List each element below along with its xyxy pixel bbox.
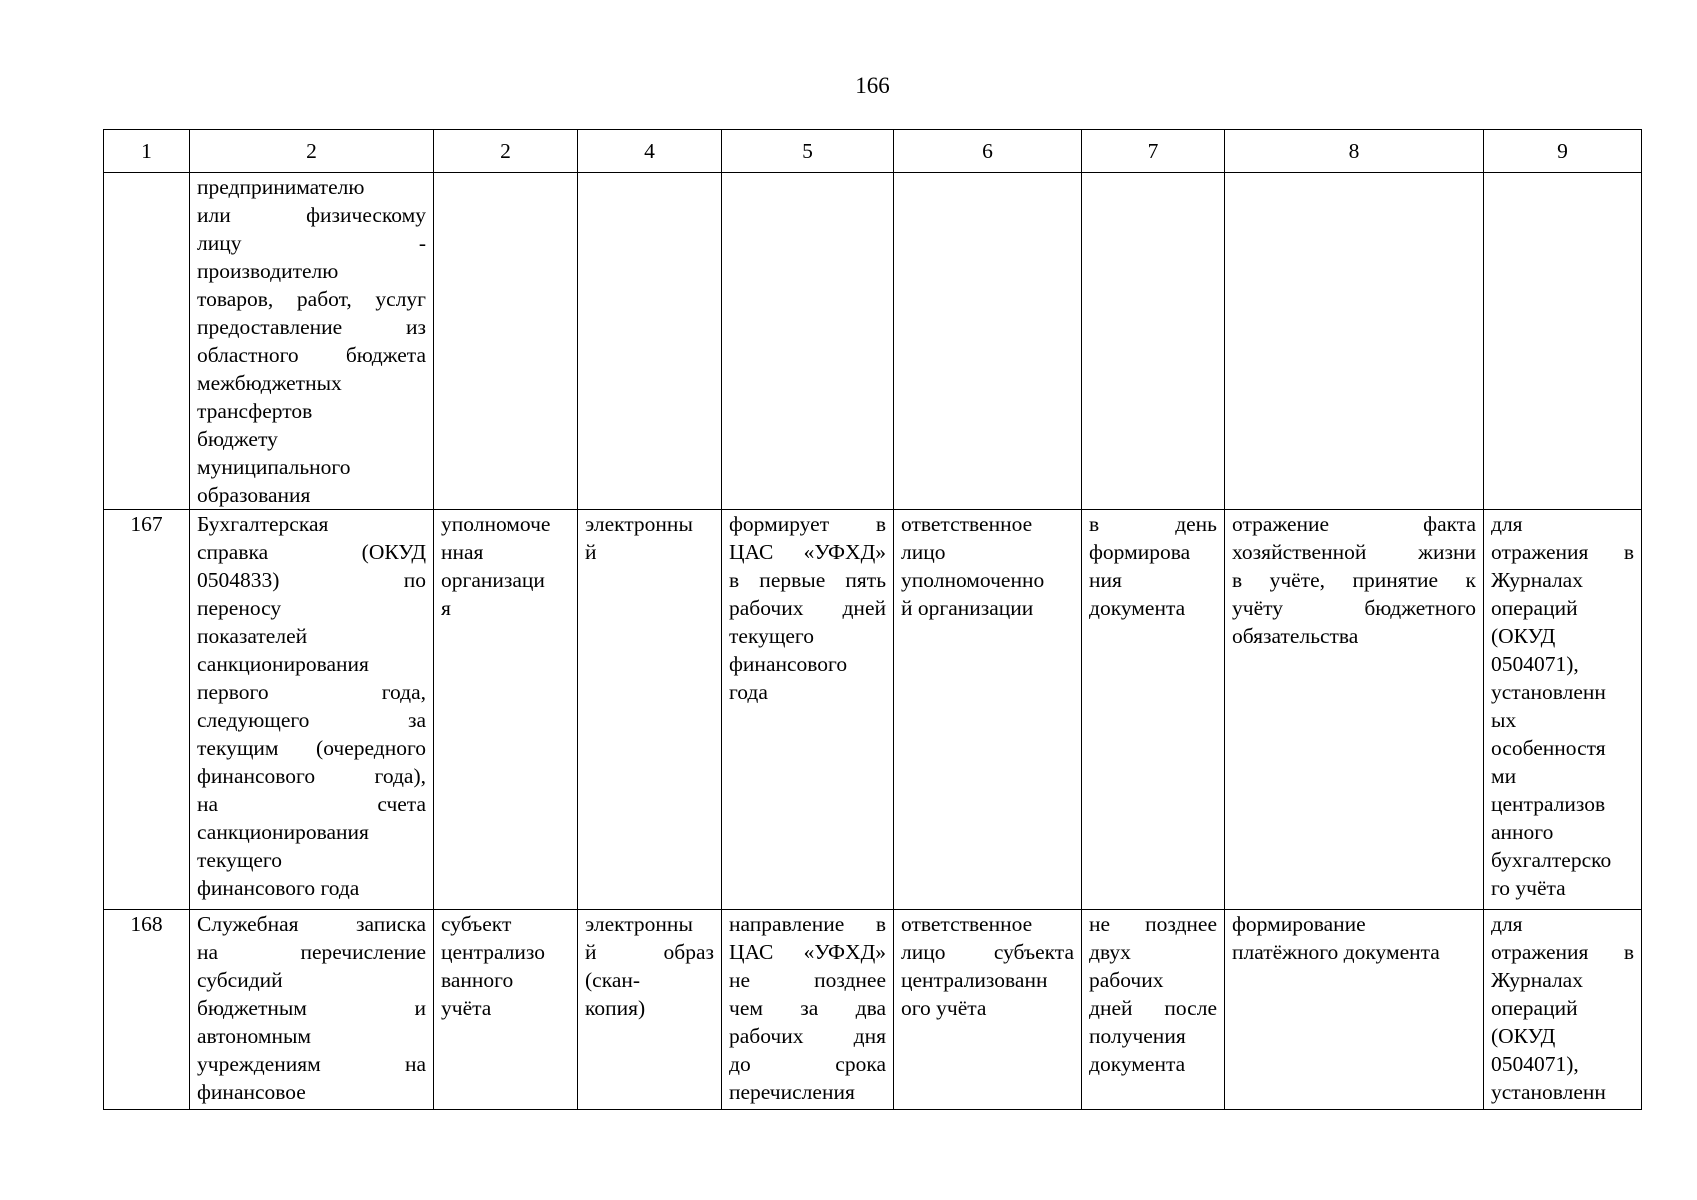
cell-line: отражение факта	[1232, 512, 1476, 536]
cell-line: товаров, работ, услуг	[197, 287, 426, 311]
cell-line: платёжного документа	[1232, 940, 1440, 964]
cell-line: й образ	[585, 940, 714, 964]
row-number-cell: 167	[104, 510, 190, 910]
cell-line: ых	[1491, 708, 1517, 732]
header-row	[104, 130, 1642, 173]
table-cell-col3	[434, 173, 578, 510]
cell-line: трансфертов	[197, 399, 313, 423]
cell-line: установленн	[1491, 680, 1606, 704]
cell-line: формирует в	[729, 512, 886, 536]
cell-line: отражения в	[1491, 940, 1634, 964]
cell-line: (ОКУД	[1491, 1024, 1556, 1048]
table-cell-col6	[894, 173, 1082, 510]
cell-line: субсидий	[197, 968, 283, 992]
cell-line: анного	[1491, 820, 1554, 844]
cell-line: установленн	[1491, 1080, 1606, 1104]
cell-line: лицу -	[197, 231, 426, 255]
cell-line: для	[1491, 512, 1523, 536]
table-cell-col3	[434, 910, 578, 1110]
cell-line: показателей	[197, 624, 308, 648]
cell-line: обязательства	[1232, 624, 1359, 648]
table-cell-col7	[1082, 910, 1225, 1110]
cell-line: копия)	[585, 996, 646, 1020]
table-cell-col8	[1225, 510, 1484, 910]
cell-line: ЦАС «УФХД»	[729, 540, 886, 564]
table-body	[104, 173, 1642, 1110]
cell-line: не позднее	[729, 968, 886, 992]
cell-line: бюджету	[197, 427, 278, 451]
header-cell: 2	[434, 130, 578, 173]
cell-line: для	[1491, 912, 1523, 936]
cell-line: уполномоченно	[901, 568, 1045, 592]
cell-line: ответственное	[901, 912, 1033, 936]
table-cell-col5	[722, 173, 894, 510]
header-cell: 7	[1082, 130, 1225, 173]
cell-line: формирова	[1089, 540, 1191, 564]
cell-line: учреждениям на	[197, 1052, 426, 1076]
table-cell-col4	[578, 510, 722, 910]
cell-line: получения	[1089, 1024, 1186, 1048]
cell-line: Служебная записка	[197, 912, 426, 936]
cell-line: текущего	[197, 848, 282, 872]
cell-line: межбюджетных	[197, 371, 342, 395]
cell-line: документа	[1089, 1052, 1186, 1076]
cell-line: в учёте, принятие к	[1232, 568, 1476, 592]
cell-line: Журналах	[1491, 568, 1583, 592]
cell-line: на перечисление	[197, 940, 426, 964]
header-cell: 9	[1484, 130, 1642, 173]
cell-line: документа	[1089, 596, 1186, 620]
table-row	[104, 510, 1642, 910]
cell-line: Журналах	[1491, 968, 1583, 992]
cell-line: учёту бюджетного	[1232, 596, 1476, 620]
cell-line: й организации	[901, 596, 1034, 620]
cell-line: операций	[1491, 996, 1578, 1020]
cell-line: финансового года	[197, 876, 360, 900]
table-cell-col7	[1082, 173, 1225, 510]
cell-line: отражения в	[1491, 540, 1634, 564]
table-cell-col3	[434, 510, 578, 910]
cell-line: централизованн	[901, 968, 1048, 992]
cell-line: первого года,	[197, 680, 426, 704]
cell-line: электронны	[585, 512, 693, 536]
cell-line: ЦАС «УФХД»	[729, 940, 886, 964]
cell-line: образования	[197, 483, 311, 507]
cell-line: рабочих дня	[729, 1024, 886, 1048]
table-cell-col5	[722, 910, 894, 1110]
cell-line: ого учёта	[901, 996, 987, 1020]
header-cell: 2	[190, 130, 434, 173]
cell-line: ми	[1491, 764, 1517, 788]
cell-line: 0504071),	[1491, 652, 1579, 676]
cell-line: (скан-	[585, 968, 641, 992]
cell-line: особенностя	[1491, 736, 1606, 760]
cell-line: в первые пять	[729, 568, 886, 592]
cell-line: хозяйственной жизни	[1232, 540, 1476, 564]
cell-line: автономным	[197, 1024, 312, 1048]
cell-line: двух	[1089, 940, 1131, 964]
cell-line: переносу	[197, 596, 282, 620]
cell-line: финансовое	[197, 1080, 306, 1104]
cell-line: ванного	[441, 968, 514, 992]
cell-line: перечисления	[729, 1080, 855, 1104]
row-number-cell: 168	[104, 910, 190, 1110]
cell-line: лицо	[901, 540, 946, 564]
cell-line: текущего	[729, 624, 814, 648]
cell-line: рабочих	[1089, 968, 1164, 992]
table-cell-col2	[190, 173, 434, 510]
table-cell-col8	[1225, 173, 1484, 510]
cell-line: производителю	[197, 259, 339, 283]
cell-line: дней после	[1089, 996, 1217, 1020]
cell-line: или физическому	[197, 203, 426, 227]
cell-line: следующего за	[197, 708, 426, 732]
cell-line: нная	[441, 540, 484, 564]
cell-line: Бухгалтерская	[197, 512, 329, 536]
cell-line: предоставление из	[197, 315, 426, 339]
table-cell-col6	[894, 910, 1082, 1110]
cell-line: на счета	[197, 792, 426, 816]
row-number-cell	[104, 173, 190, 510]
cell-line: финансового	[729, 652, 848, 676]
cell-line: бюджетным и	[197, 996, 426, 1020]
cell-line: учёта	[441, 996, 492, 1020]
cell-line: не позднее	[1089, 912, 1217, 936]
cell-line: направление в	[729, 912, 886, 936]
cell-line: го учёта	[1491, 876, 1566, 900]
table-cell-col6	[894, 510, 1082, 910]
cell-line: финансового года),	[197, 764, 426, 788]
table-cell-col7	[1082, 510, 1225, 910]
cell-line: 0504833) по	[197, 568, 426, 592]
cell-line: в день	[1089, 512, 1217, 536]
cell-line: лицо субъекта	[901, 940, 1074, 964]
page-number: 166	[855, 73, 890, 98]
header-cell: 4	[578, 130, 722, 173]
cell-line: муниципального	[197, 455, 351, 479]
table-cell-col4	[578, 173, 722, 510]
cell-line: предпринимателю	[197, 175, 365, 199]
table-cell-col2	[190, 510, 434, 910]
header-cell: 5	[722, 130, 894, 173]
table-cell-col2	[190, 910, 434, 1110]
cell-line: ответственное	[901, 512, 1033, 536]
cell-line: уполномоче	[441, 512, 551, 536]
cell-line: электронны	[585, 912, 693, 936]
cell-line: централизов	[1491, 792, 1606, 816]
cell-line: (ОКУД	[1491, 624, 1556, 648]
cell-line: чем за два	[729, 996, 886, 1020]
cell-line: областного бюджета	[197, 343, 426, 367]
header-cell: 6	[894, 130, 1082, 173]
header-cell: 8	[1225, 130, 1484, 173]
table-row	[104, 910, 1642, 1110]
table-cell-col9	[1484, 510, 1642, 910]
cell-line: субъект	[441, 912, 512, 936]
table-cell-col4	[578, 910, 722, 1110]
table-row	[104, 173, 1642, 510]
cell-line: ния	[1089, 568, 1122, 592]
cell-line: бухгалтерско	[1491, 848, 1612, 872]
cell-line: текущим (очередного	[197, 736, 426, 760]
cell-line: формирование	[1232, 912, 1366, 936]
cell-line: централизо	[441, 940, 546, 964]
cell-line: я	[441, 596, 451, 620]
cell-line: справка (ОКУД	[197, 540, 426, 564]
cell-line: 0504071),	[1491, 1052, 1579, 1076]
table-cell-col5	[722, 510, 894, 910]
table-cell-col9	[1484, 910, 1642, 1110]
cell-line: операций	[1491, 596, 1578, 620]
document-table	[103, 129, 1642, 1110]
cell-line: санкционирования	[197, 652, 369, 676]
cell-line: до срока	[729, 1052, 886, 1076]
table-cell-col8	[1225, 910, 1484, 1110]
cell-line: рабочих дней	[729, 596, 886, 620]
cell-line: года	[729, 680, 768, 704]
table-cell-col9	[1484, 173, 1642, 510]
header-cell: 1	[104, 130, 190, 173]
cell-line: санкционирования	[197, 820, 369, 844]
cell-line: организаци	[441, 568, 545, 592]
cell-line: й	[585, 540, 597, 564]
